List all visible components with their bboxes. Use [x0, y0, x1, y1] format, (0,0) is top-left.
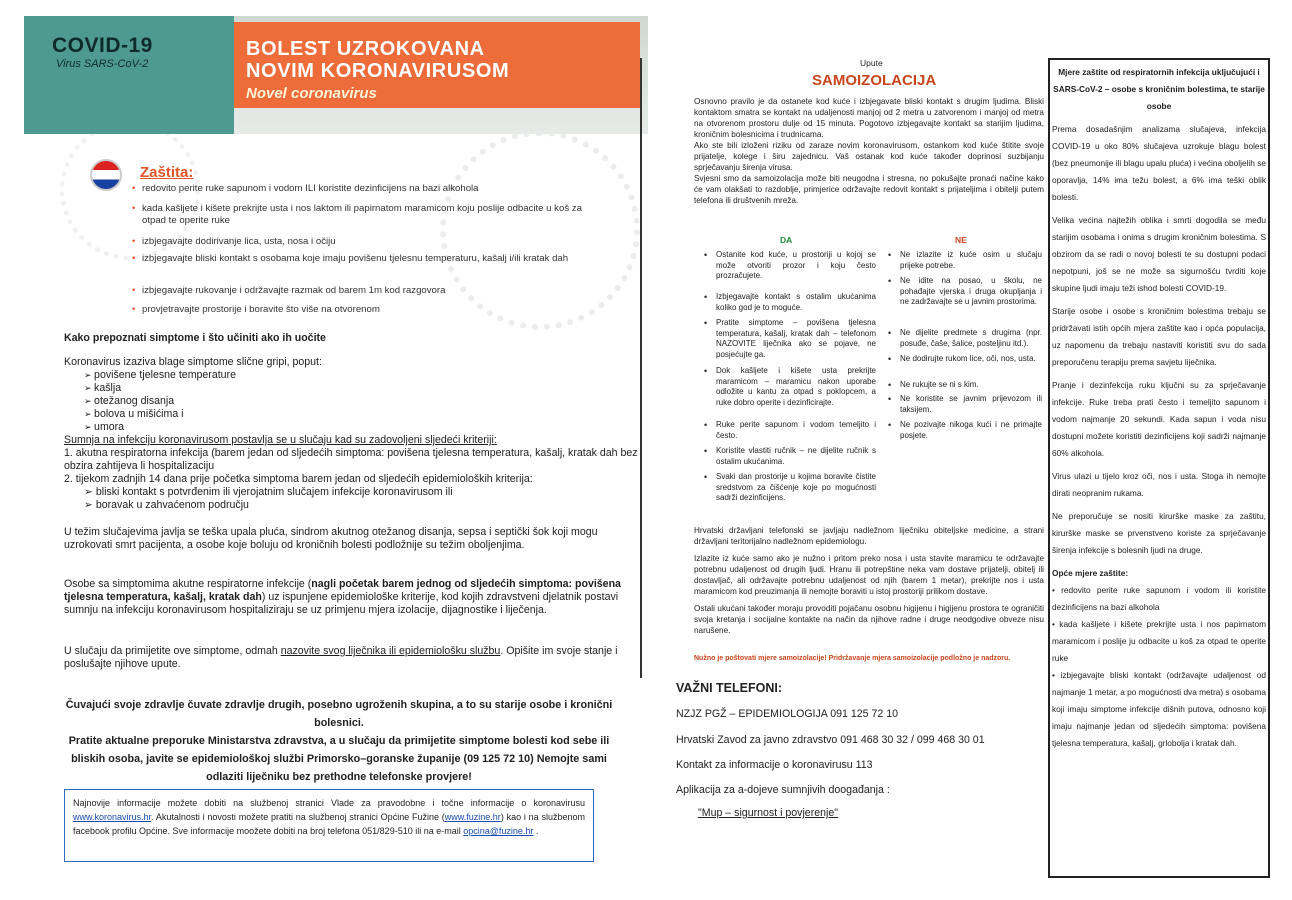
- text: ) uz ispunjene epidemiološke kriterije, kod kojih zdravstveni djelatnik postavi sumnju na infekciju koronavirusom hospitaliziraju se uz primjenu mjera izolacije, dijagnostike i liječenja.: [64, 591, 619, 616]
- criteria-2: 2. tijekom zadnjih 14 dana prije početka simptoma barem jedan od sljedećih epidemioloških kriterija:: [64, 473, 533, 485]
- ne-item: • Ne dodirujte rukom lice, oči, nos, usta.: [900, 354, 1042, 365]
- title-line-3: Novel coronavirus: [246, 85, 377, 102]
- samoizolacija-notes: [694, 525, 1044, 636]
- text: Ostali ukućani također moraju provoditi pojačanu osobnu higijenu i higijenu prostora te ograničiti svoja kretanja i socijalne kontakte na način da njihove radne i druge neodgodive obveze nisu narušene.: [694, 604, 1044, 635]
- phones-heading: VAŽNI TELEFONI:: [676, 681, 783, 695]
- da-item: • Ostanite kod kuće, u prostoriji u kojoj se može otvoriti prozor i koju često prozračujete.: [716, 250, 876, 282]
- text: U slučaju da primijetite ove simptome, odmah: [64, 645, 281, 657]
- text: Osnovno pravilo je da ostanete kod kuće i izbjegavate bliski kontakt s drugim ljudima. Bliski kontaktom smatra se kontakt na udaljenosti manjoj od 2 metra u zatvorenom i manjoj od metra na otvorenom prostoru dulje od 15 minuta. Pogotovo izbjegavajte kontakt sa starijim ljudima, kroničnim bolesnicima i trudnicama.: [694, 97, 1044, 139]
- symptom-item: ➢ povišene tjelesne temperature: [84, 369, 236, 382]
- text: Osobe sa simptomima akutne respiratorne infekcije (: [64, 578, 312, 590]
- notice-line-1: Čuvajući svoje zdravlje čuvate zdravlje drugih, posebno ugroženih skupina, a to su starije osobe i kronični bolesnici.: [65, 699, 613, 729]
- info-box: [64, 789, 594, 862]
- page-divider: [640, 58, 642, 678]
- paragraph-severe: U težim slučajevima javlja se teška upala pluća, sindrom akutnog otežanog disanja, sepsa i septički šok koji mogu uzrokovati smrt pacijenta, a osobe koje boluju od kroničnih bolesti podložnije su težim oboljenjima.: [64, 526, 598, 551]
- badge-title: COVID-19: [52, 34, 153, 57]
- notice-line-2: Pratite aktualne preporuke Ministarstva zdravstva, a u slučaju da primijetite simptome bolesti kod sebe ili bliskih osoba, javite se epidemiološkoj službi Primorsko–goranske županije (09 125 72 10) Nemojte sami odlaziti liječniku bez prethodne telefonske provjere!: [68, 735, 610, 783]
- zastita-item: • izbjegavajte rukovanje i održavajte razmak od barem 1m kod razgovora: [142, 285, 592, 297]
- da-item: • Dok kašljete i kišete usta prekrijte maramicom – maramicu nakon uporabe odložite u kantu za otpad s poklopcem, a ruke dobro operite i dezinficirajte.: [716, 366, 876, 408]
- criteria-sub-2: ➢ boravak u zahvaćenom području: [84, 499, 249, 511]
- criteria-sub-text: bliski kontakt s potvrđenim ili vjerojatnim slučajem infekcije koronavirusom ili: [95, 486, 453, 498]
- ne-item: • Ne idite na posao, u školu, ne pohađajte vjerska i druga okupljanja i ne zadržavajte se u javnim prostorima.: [900, 276, 1042, 308]
- measures-paragraph: Velika većina najtežih oblika i smrti dogodila se među starijim osobama i onima s drugim kroničnim bolestima. S obzirom da se radi o novoj bolesti te su dostupni podaci nepotpuni, još se ne može sa sigurnošću tvrditi koje skupine ljudi imaju teži ishod bolesti COVID-19.: [1052, 215, 1266, 293]
- paragraph-call: [64, 645, 639, 671]
- text-underlined: nazovite svog liječnika ili epidemiološku službu: [280, 645, 501, 657]
- text: Ako ste bili izloženi riziku od zaraze novim koronavirusom, ostankom kod kuće štitite svoje prijatelje, kolege i širu zajednicu. Vaš ostanak kod kuće također doprinosi suzbijanju sprječavanju širenja virusa.: [694, 141, 1044, 172]
- ne-item: • Ne koristite se javnim prijevozom ili taksijem.: [900, 394, 1042, 415]
- measures-paragraph: Virus ulazi u tijelo kroz oči, nos i usta. Stoga ih nemojte dirati neopranim rukama.: [1052, 471, 1266, 498]
- text: Izlazite iz kuće samo ako je nužno i pritom preko nosa i usta stavite maramicu te održavajte potrebnu udaljenost od drugih ljudi. Hranu ili potrepštine neka vam dostave prijatelji, obitelj ili dostavljač, ali održavajte potrebnu udaljenost od njih (barem 1 metar), prekrijte nos i usta maramicom kod preuzimanja ili nemojte boraviti u istoj prostoriji prilikom dostave.: [694, 554, 1044, 596]
- virus-illustration: [440, 130, 640, 330]
- samoizolacija-intro: [694, 96, 1044, 206]
- text: Najnovije informacije možete dobiti na službenoj stranici Vlade za pravodobne i točne informacije o koronavirusu: [73, 798, 585, 808]
- phone-line: Kontakt za informacije o koronavirusu 113: [676, 759, 873, 771]
- text: . Opišite im svoje stanje i poslušajte njihove upute.: [64, 645, 618, 670]
- ne-heading: NE: [955, 235, 967, 245]
- ne-item: • Ne dijelite predmete s drugima (npr. posuđe, čaše, šalice, posteljinu itd.).: [900, 328, 1042, 349]
- samoizolacija-warning: Nužno je poštovati mjere samoizolacije! Pridržavanje mjera samoizolacije podložno je nadzoru.: [694, 655, 1011, 662]
- symptom-item: ➢ kašlja: [84, 382, 121, 395]
- croatian-flag-icon: [90, 159, 122, 191]
- symptom-item: ➢ otežanog disanja: [84, 395, 174, 408]
- symptom-item: ➢ bolova u mišićima i: [84, 408, 184, 421]
- measures-paragraph: Prema dosadašnjim analizama slučajeva, infekcija COVID-19 u oko 80% slučajeva uzrokuje blagu bolest (bez pneumonije ili blagu upalu pluća) i većina oboljelih se oporavlja, 14% ima težu bolest, a 6% ima teški oblik bolesti.: [1052, 124, 1266, 202]
- da-item: • Koristite vlastiti ručnik – ne dijelite ručnik s ostalim ukućanima.: [716, 446, 876, 467]
- da-item: • Izbjegavajte kontakt s ostalim ukućanima koliko god je to moguće.: [716, 292, 876, 313]
- symptom-item: ➢ umora: [84, 421, 124, 434]
- app-name: "Mup – sigurnost i povjerenje": [698, 807, 839, 819]
- phone-line: Hrvatski Zavod za javno zdravstvo 091 468 30 32 / 099 468 30 01: [676, 734, 985, 746]
- criteria-sub-text: boravak u zahvaćenom području: [95, 499, 249, 511]
- da-item: • Ruke perite sapunom i vodom temeljito i često.: [716, 420, 876, 441]
- da-heading: DA: [780, 235, 793, 245]
- da-item: • Pratite simptome – povišena tjelesna temperatura, kašalj, kratak dah – telefonom NAZOVITE liječnika ako se pojave, ne posjećujte ga.: [716, 318, 876, 360]
- measures-text: [1052, 64, 1266, 752]
- samoizolacija-title: SAMOIZOLACIJA: [812, 72, 937, 89]
- bold-notice: [64, 696, 614, 786]
- zastita-item: • provjetravajte prostorije i boravite što više na otvorenom: [142, 304, 592, 316]
- measures-bullet: • izbjegavajte bliski kontakt (održavajte udaljenost od najmanje 1 metar, a po mogućnosti dva metra) s osobama koji imaju simptome infekcije dišnih putova, odnosno koji imaju najmanje jedan od sljedećih simptoma: povišena tjelesna temperatura, kašalj, grlobolja i kratak dah.: [1052, 670, 1266, 748]
- link-koronavirus[interactable]: www.koronavirus.hr: [73, 812, 152, 822]
- upute-label: Upute: [860, 58, 883, 68]
- intro-text: Koronavirus izaziva blage simptome slične gripi, poput:: [64, 356, 322, 368]
- measures-bullet: • kada kašljete i kišete prekrijte usta i nos papirnatom maramicom i poslije ju odbacite u koš za otpad te operite ruke: [1052, 619, 1266, 663]
- text-bold: nagli početak barem jednog od sljedećih simptoma: povišena tjelesna temperatura, kašalj, kratak dah: [64, 578, 621, 603]
- section-heading: Kako prepoznati simptome i što učiniti ako ih uočite: [64, 332, 326, 344]
- zastita-title: Zaštita:: [140, 164, 194, 181]
- zastita-item: • kada kašljete i kišete prekrijte usta i nos laktom ili papirnatom maramicom koju poslije odbacite u koš za otpad te operite ruke: [142, 203, 592, 227]
- criteria-title: Sumnja na infekciju koronavirusom postavlja se u slučaju kad su zadovoljeni sljedeći kriteriji:: [64, 434, 497, 446]
- criteria-block: [64, 434, 639, 512]
- title-line-2: NOVIM KORONAVIRUSOM: [246, 60, 510, 82]
- link-email[interactable]: opcina@fuzine.hr: [463, 826, 534, 836]
- measures-paragraph: Starije osobe i osobe s kroničnim bolestima trebaju se pridržavati istih općih mjera zaštite kao i opća populacija, uz napomenu da trebaju nastaviti koristiti svu do sada preporučenu terapiju prema savjetu liječnika.: [1052, 306, 1266, 367]
- measures-paragraph: Ne preporučuje se nositi kirurške maske za zaštitu, kirurške maske se prvenstveno koriste za sprječavanje širenja infekcije s bolesnih ljudi na druge.: [1052, 511, 1266, 555]
- badge-subtitle: Virus SARS-CoV-2: [56, 58, 149, 70]
- criteria-sub-1: ➢ bliski kontakt s potvrđenim ili vjerojatnim slučajem infekcije koronavirusom ili: [84, 486, 453, 498]
- text: . Akutalnosti i novosti možete pratiti na službenoj stranici Općine Fužine (: [151, 812, 445, 822]
- zastita-item: • redovito perite ruke sapunom i vodom ILI koristite dezinficijens na bazi alkohola: [142, 183, 592, 195]
- ne-item: • Ne rukujte se ni s kim.: [900, 380, 1042, 391]
- text: .: [533, 826, 539, 836]
- measures-bullet: • redovito perite ruke sapunom i vodom ili koristite dezinficijens na bazi alkohola: [1052, 585, 1266, 612]
- phone-line: NZJZ PGŽ – EPIDEMIOLOGIJA 091 125 72 10: [676, 708, 898, 720]
- text: Hrvatski državljani telefonski se javljaju nadležnom liječniku obiteljske medicine, a strani državljani teritorijalno nadležnom epidemiologu.: [694, 526, 1044, 546]
- link-fuzine[interactable]: www.fuzine.hr: [444, 812, 501, 822]
- phone-line: Aplikacija za a-dojeve sumnjivih doogađanja :: [676, 784, 890, 796]
- measures-heading: Mjere zaštite od respiratornih infekcija uključujući i SARS-CoV-2 – osobe s kroničnim bolestima, te starije osobe: [1053, 67, 1265, 111]
- text: Svjesni smo da samoizolacija može biti neugodna i stresna, no pokušajte pronaći načine kako će vam olakšati to razdoblje, primjerice održavajte redovit kontakt s prijateljima i obitelji putem telefona ili društvenih mreža.: [694, 174, 1044, 205]
- da-item: • Svaki dan prostorije u kojima boravite čistite sredstvom za čišćenje koje po mogućnosti sadrži dezinficijens.: [716, 472, 876, 504]
- zastita-item: • izbjegavajte bliski kontakt s osobama koje imaju povišenu tjelesnu temperaturu, kašalj i/ili kratak dah: [142, 253, 592, 265]
- zastita-item: • izbjegavajte dodirivanje lica, usta, nosa i očiju: [142, 236, 592, 248]
- ne-item: • Ne izlazite iz kuće osim u slučaju prijeke potrebe.: [900, 250, 1042, 271]
- measures-paragraph: Pranje i dezinfekcija ruku ključni su za sprječavanje infekcije. Ruke treba prati često i temeljito sapunom i vodom najmanje 20 sekundi. Kada sapun i voda nisu dostupni možete koristiti dezinficijens koji sadrži najmanje 60% alkohola.: [1052, 380, 1266, 458]
- measures-subheading: Opće mjere zaštite:: [1052, 568, 1129, 578]
- text: ) kao i na službenom facebook profilu Općine. Sve informacije moožete dobiti na broj telefona 051/829-510 ili na e-mail: [73, 812, 585, 836]
- title-line-1: BOLEST UZROKOVANA: [246, 38, 485, 60]
- ne-item: • Ne pozivajte nikoga kući i ne primajte posjete.: [900, 420, 1042, 441]
- paragraph-persons: [64, 578, 639, 617]
- criteria-1: 1. akutna respiratorna infekcija (barem jedan od sljedećih simptoma: povišena tjelesna temperatura, kašalj, kratak dah bez obzira zahtijeva li hospitalizaciju: [64, 447, 638, 472]
